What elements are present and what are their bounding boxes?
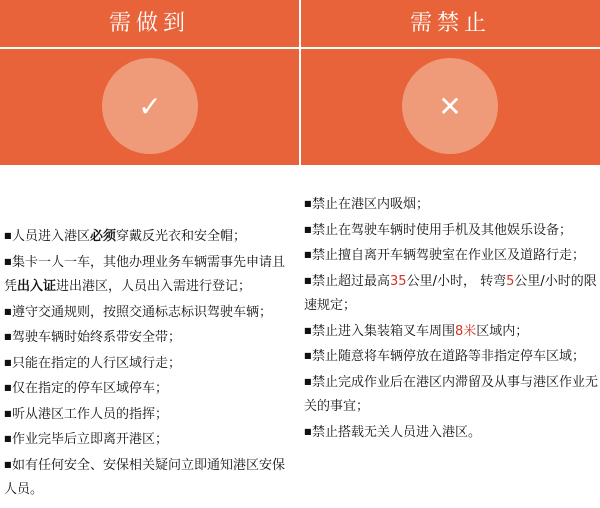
square-bullet-icon: ■ [304, 376, 312, 386]
list-item: ■只能在指定的人行区域行走； [4, 351, 294, 377]
square-bullet-icon: ■ [304, 224, 312, 234]
square-bullet-icon: ■ [4, 357, 12, 367]
dont-list [304, 192, 598, 445]
list-item: ■禁止完成作业后在港区内滞留及从事与港区作业无关的事宜； [304, 370, 598, 420]
list-item: ■驾驶车辆时始终系带安全带； [4, 325, 294, 351]
square-bullet-icon: ■ [304, 325, 312, 335]
list-item: ■听从港区工作人员的指挥； [4, 402, 294, 428]
list-item: ■禁止进入集装箱叉车周围8米区域内； [304, 319, 598, 345]
square-bullet-icon: ■ [304, 199, 312, 208]
list-item: ■人员进入港区必须穿戴反光衣和安全帽； [4, 224, 294, 250]
square-bullet-icon: ■ [304, 250, 312, 259]
square-bullet-icon: ■ [304, 426, 312, 436]
square-bullet-icon: ■ [4, 332, 12, 341]
list-item: ■仅在指定的停车区域停车； [4, 376, 294, 402]
list-item: ■禁止随意将车辆停放在道路等非指定停车区域； [304, 344, 598, 370]
title-divider [0, 47, 600, 49]
cross-icon: ✕ [402, 58, 498, 154]
list-item: ■禁止搭载无关人员进入港区。 [304, 420, 598, 446]
list-item: ■禁止擅自离开车辆驾驶室在作业区及道路行走； [304, 243, 598, 269]
square-bullet-icon: ■ [304, 275, 312, 285]
list-item: ■集卡一人一车，其他办理业务车辆需事先申请且凭出入证进出港区，人员出入需进行登记； [4, 250, 294, 300]
right-column-title: 需禁止 [409, 11, 491, 36]
square-bullet-icon: ■ [4, 306, 12, 316]
left-column-title: 需做到 [108, 11, 190, 36]
do-list [4, 224, 294, 503]
list-item: ■作业完毕后立即离开港区； [4, 427, 294, 453]
list-item: ■禁止在驾驶车辆时使用手机及其他娱乐设备； [304, 218, 598, 244]
list-item: ■禁止在港区内吸烟； [304, 192, 598, 218]
square-bullet-icon: ■ [4, 231, 12, 240]
square-bullet-icon: ■ [4, 434, 12, 443]
square-bullet-icon: ■ [4, 383, 12, 392]
square-bullet-icon: ■ [304, 351, 312, 360]
list-item: ■遵守交通规则，按照交通标志标识驾驶车辆； [4, 300, 294, 326]
square-bullet-icon: ■ [4, 459, 12, 469]
check-icon: ✓ [102, 58, 198, 154]
square-bullet-icon: ■ [4, 256, 12, 266]
list-item: ■如有任何安全、安保相关疑问立即通知港区安保人员。 [4, 453, 294, 503]
list-item: ■禁止超过最高35公里/小时， 转弯5公里/小时的限速规定； [304, 269, 598, 319]
square-bullet-icon: ■ [4, 408, 12, 418]
